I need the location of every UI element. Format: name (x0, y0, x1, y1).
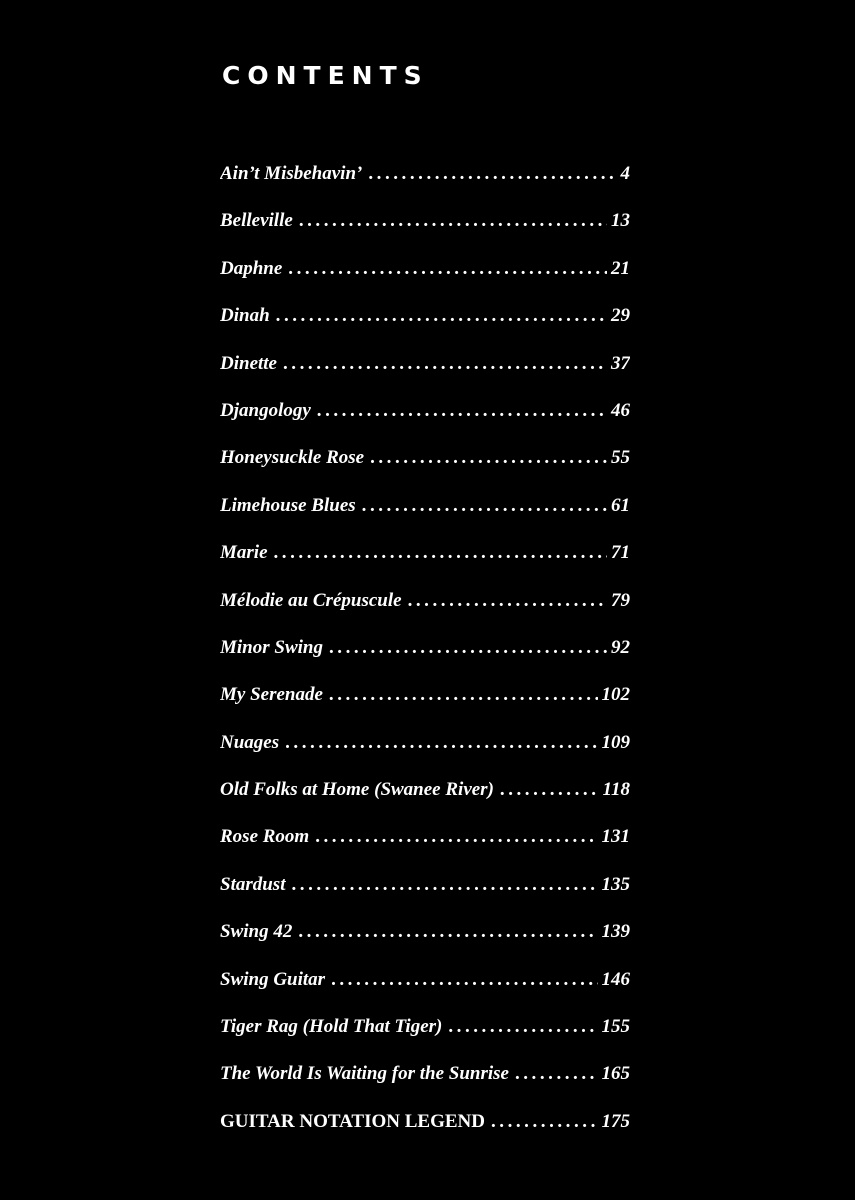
toc-entry-title: Dinette (220, 352, 277, 374)
toc-entry-title: GUITAR NOTATION LEGEND (220, 1110, 485, 1132)
toc-entry-title: Tiger Rag (Hold That Tiger) (220, 1016, 443, 1038)
dot-leader (315, 821, 597, 853)
toc-entry-title: Minor Swing (220, 636, 323, 658)
toc-entry[interactable] (220, 158, 630, 205)
toc-entry[interactable] (220, 1106, 630, 1153)
toc-entry[interactable] (220, 253, 630, 300)
toc-entry-title: Old Folks at Home (Swanee River) (220, 779, 494, 801)
toc-entry-title: Ain’t Misbehavin’ (220, 163, 363, 184)
dot-leader (285, 727, 597, 759)
table-of-contents (220, 158, 630, 1153)
toc-entry-page: 146 (601, 968, 630, 990)
toc-entry[interactable] (220, 300, 630, 347)
toc-entry-page: 165 (601, 1063, 630, 1085)
toc-entry-page: 29 (611, 305, 630, 327)
toc-entry[interactable] (220, 442, 630, 489)
toc-entry[interactable] (220, 1058, 630, 1105)
toc-entry[interactable] (220, 964, 630, 1011)
dot-leader (276, 300, 607, 332)
toc-entry-page: 21 (611, 257, 630, 279)
toc-entry-title: My Serenade (220, 684, 323, 706)
toc-entry[interactable] (220, 490, 630, 537)
toc-entry[interactable] (220, 205, 630, 252)
dot-leader (500, 774, 599, 806)
toc-entry-title: Nuages (220, 731, 280, 753)
toc-entry-title: Honeysuckle Rose (220, 447, 365, 469)
dot-leader (491, 1106, 598, 1138)
dot-leader (299, 205, 607, 237)
toc-entry-title: The World Is Waiting for the Sunrise (220, 1063, 509, 1085)
dot-leader (291, 869, 597, 901)
toc-entry-page: 139 (601, 921, 630, 943)
toc-entry-page: 155 (601, 1016, 630, 1038)
dot-leader (329, 679, 598, 711)
toc-entry-title: Dinah (220, 305, 270, 327)
toc-entry-title: Limehouse Blues (220, 494, 356, 516)
dot-leader (448, 1011, 597, 1043)
dot-leader (283, 348, 607, 380)
dot-leader (368, 158, 616, 190)
toc-entry-title: Belleville (220, 210, 293, 232)
toc-entry-page: 135 (601, 873, 630, 895)
toc-entry[interactable] (220, 774, 630, 821)
toc-entry-page: 175 (601, 1110, 630, 1132)
toc-entry[interactable] (220, 348, 630, 395)
toc-entry-page: 118 (602, 779, 630, 801)
dot-leader (329, 632, 607, 664)
toc-entry-title: Swing Guitar (220, 968, 326, 990)
dot-leader (362, 490, 607, 522)
toc-entry-page: 79 (611, 589, 630, 611)
dot-leader (515, 1058, 598, 1090)
toc-entry-title: Daphne (220, 257, 283, 279)
toc-entry-page: 46 (611, 399, 630, 421)
toc-entry[interactable] (220, 395, 630, 442)
toc-entry-page: 55 (611, 447, 630, 469)
toc-entry-title: Marie (220, 542, 268, 564)
toc-entry[interactable] (220, 916, 630, 963)
toc-entry[interactable] (220, 632, 630, 679)
toc-entry[interactable] (220, 1011, 630, 1058)
page-title: CONTENTS (222, 61, 429, 90)
toc-entry-page: 4 (620, 163, 630, 184)
dot-leader (274, 537, 608, 569)
dot-leader (317, 395, 607, 427)
toc-entry-title: Swing 42 (220, 921, 293, 943)
toc-entry-page: 61 (611, 494, 630, 516)
dot-leader (288, 253, 607, 285)
toc-entry-title: Mélodie au Crépuscule (220, 589, 402, 611)
toc-entry-page: 131 (601, 826, 630, 848)
toc-entry[interactable] (220, 585, 630, 632)
toc-entry-page: 102 (601, 684, 630, 706)
dot-leader (331, 964, 597, 996)
toc-entry-page: 37 (611, 352, 630, 374)
toc-entry[interactable] (220, 821, 630, 868)
toc-entry[interactable] (220, 869, 630, 916)
toc-entry[interactable] (220, 679, 630, 726)
toc-entry-title: Rose Room (220, 826, 310, 848)
toc-entry-title: Stardust (220, 873, 286, 895)
toc-entry[interactable] (220, 727, 630, 774)
dot-leader (370, 442, 607, 474)
toc-entry-page: 109 (601, 731, 630, 753)
toc-entry-page: 71 (611, 542, 630, 564)
dot-leader (408, 585, 607, 617)
toc-entry[interactable] (220, 537, 630, 584)
toc-entry-page: 92 (611, 636, 630, 658)
dot-leader (298, 916, 597, 948)
toc-entry-title: Djangology (220, 399, 311, 421)
toc-entry-page: 13 (611, 210, 630, 232)
